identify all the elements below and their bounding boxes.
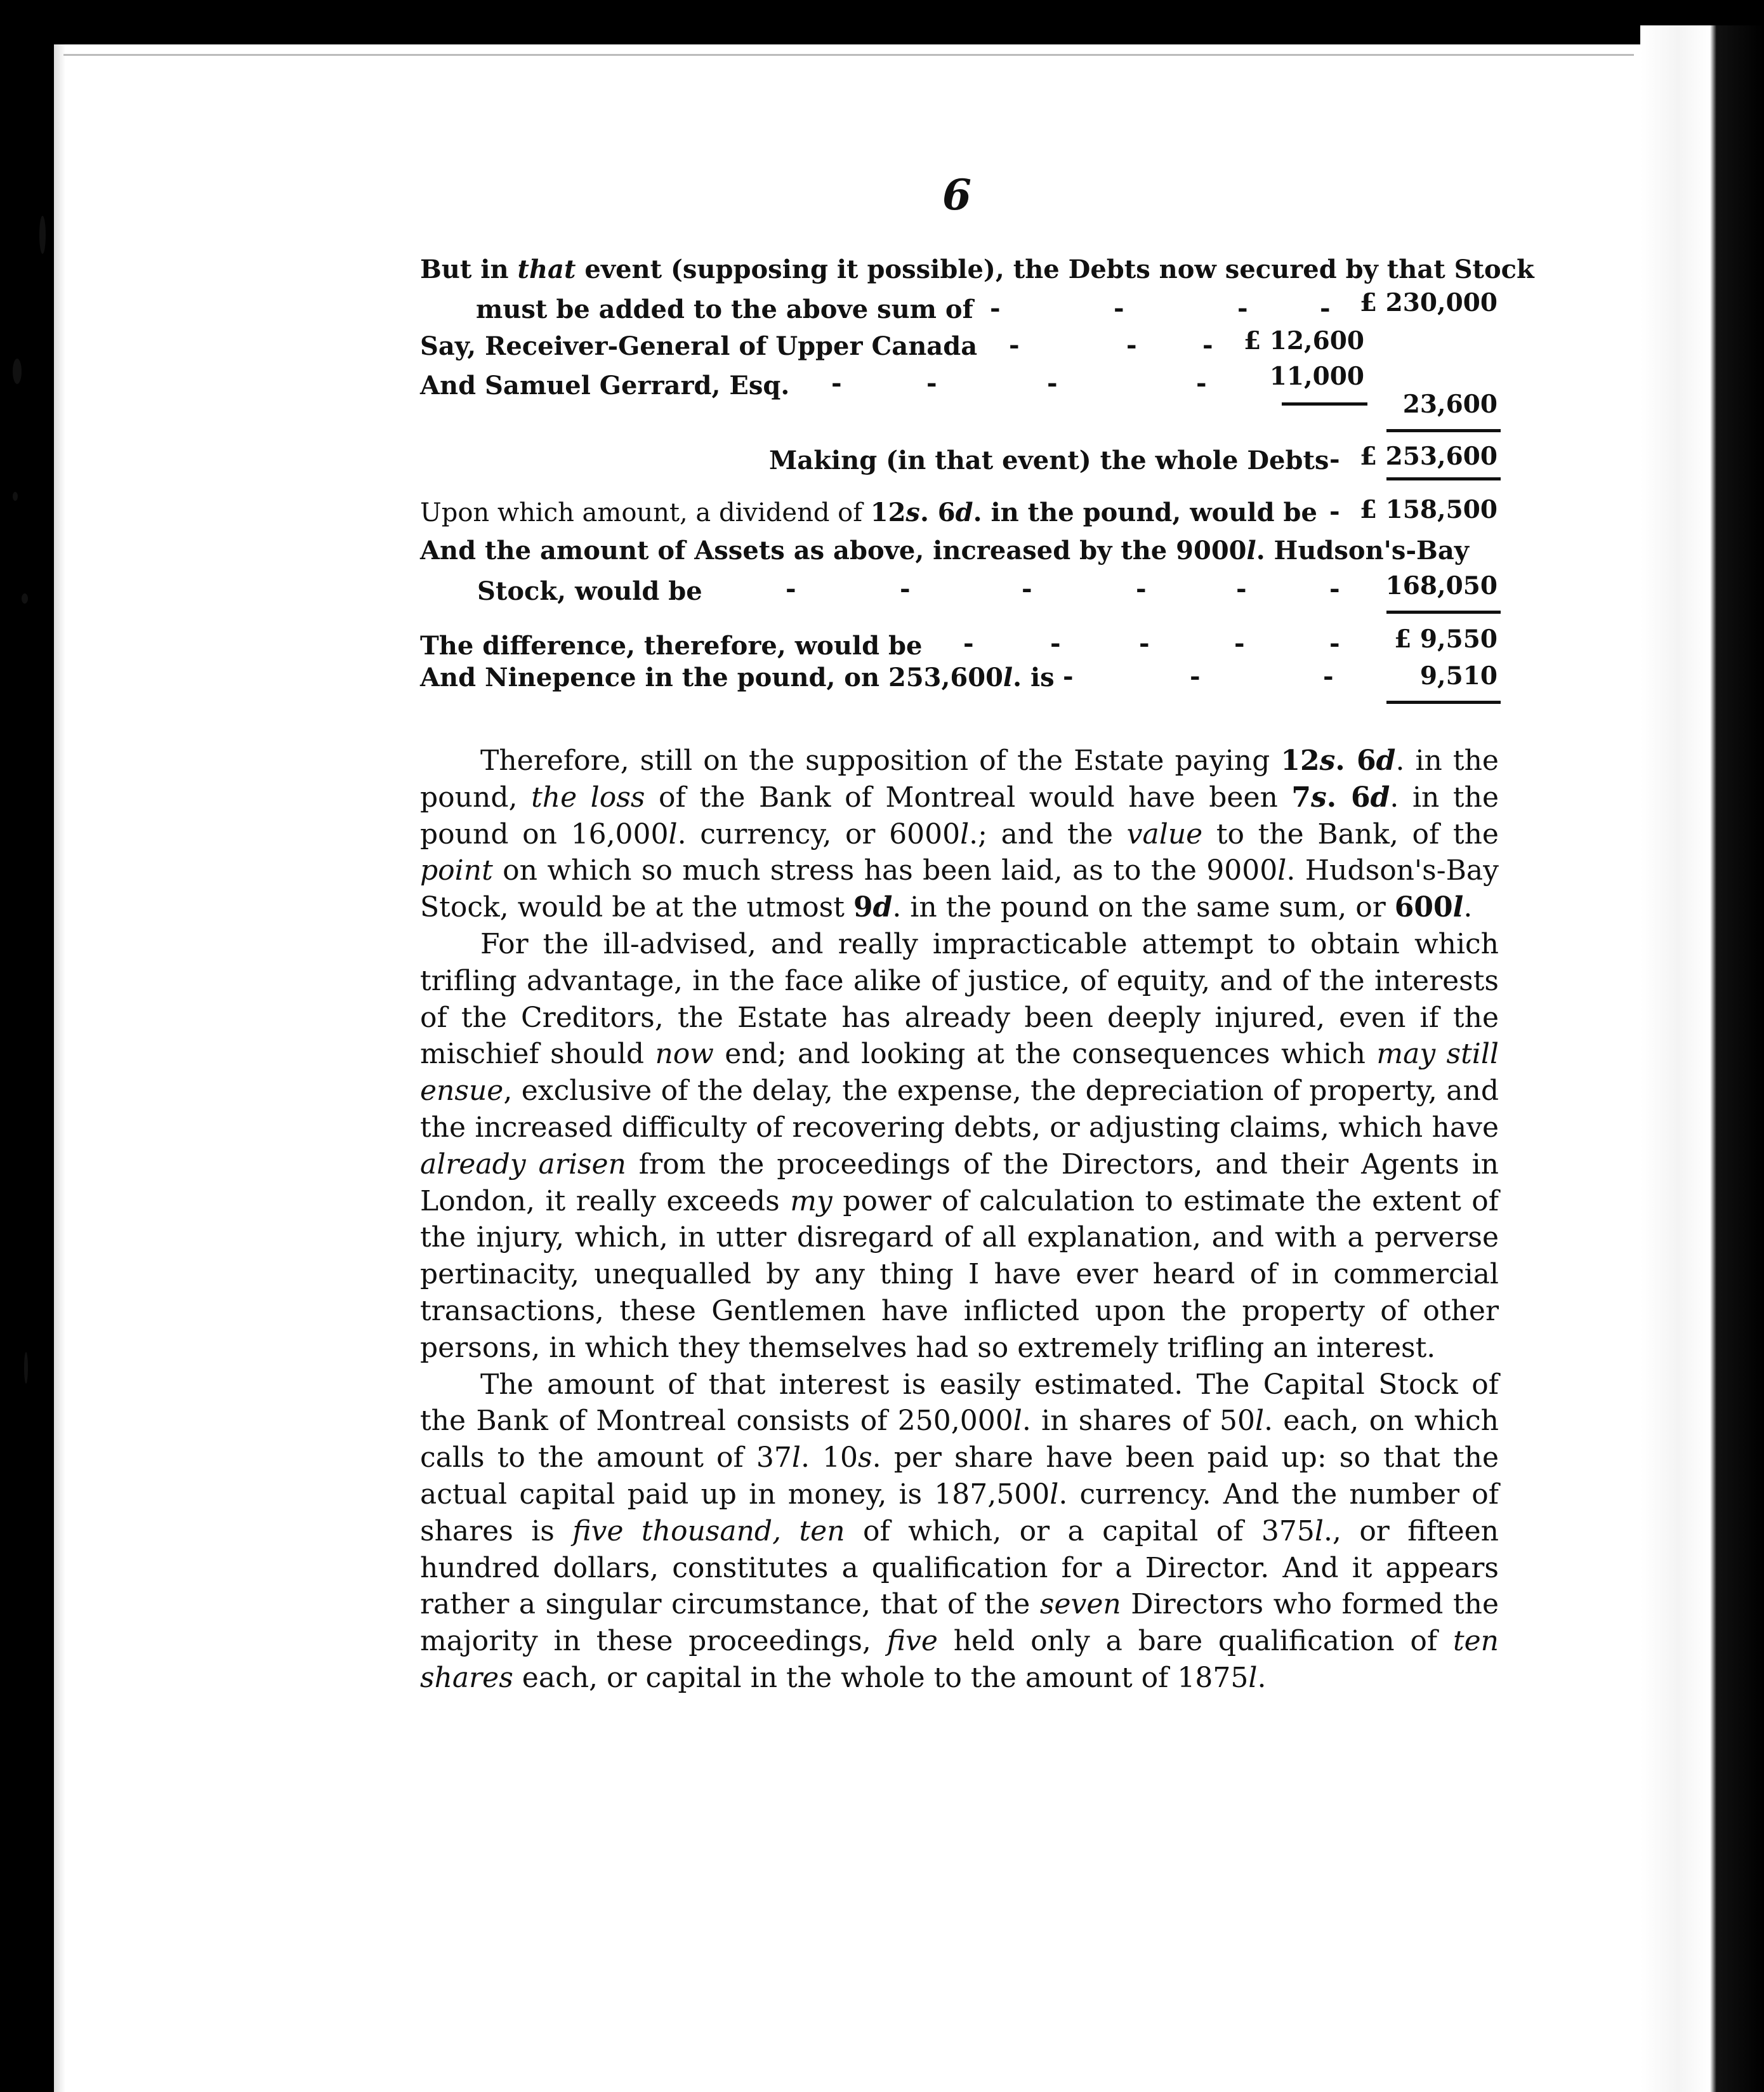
leader-dash: - [1329,444,1340,474]
total-rule [1386,477,1501,480]
ledger-line-5: Making (in that event) the whole Debts [769,446,1329,475]
ledger-amount: 9,510 [1419,661,1497,691]
ledger-amount: £ 253,600 [1359,442,1497,471]
leader-dash: - [1329,496,1340,526]
ledger-line-7: And the amount of Assets as above, increased by the 9000l. Hudson's-Bay [420,536,1470,566]
leader-dash: - [1114,293,1124,323]
ledger-line-6: Upon which amount, a dividend of 12s. 6d. in the pound, would be [420,498,1317,527]
leader-dash: - [1139,628,1150,658]
ledger-amount: 168,050 [1385,571,1497,600]
page-top-edge [63,54,1634,56]
scan-speckle [22,593,28,604]
ledger-line-8: Stock, would be [477,576,702,606]
leader-dash: - [1136,574,1147,604]
leader-dash: - [1234,628,1245,658]
body-text [420,743,1499,1697]
ledger-line-3: Say, Receiver-General of Upper Canada [420,331,978,361]
leader-dash: - [1022,574,1032,604]
scan-speckle [39,216,46,254]
leader-dash: - [1202,330,1213,360]
leader-dash: - [1329,628,1340,658]
leader-dash: - [926,368,937,398]
leader-dash: - [1236,574,1247,604]
paragraph-2: For the ill-advised, and really impracticable attempt to obtain which trifling advantage, in the face alike of justice, of equity, and of the interests of the Creditors, the Estate has already been deeply injured, even if the mischief should now end; and looking at the consequences which may still ensue, exclusive of the delay, the expense, the depreciation of property, and the increased difficulty of recovering debts, or adjusting claims, which have already arisen from the proceedings of the Directors, and their Agents in London, it really exceeds my power of calculation to estimate the extent of the injury, which, in utter disregard of all explanation, and with a perverse pertinacity, unequalled by any thing I have ever heard of in commercial transactions, these Gentlemen have inflicted upon the property of other persons, in which they themselves had so extremely trifling an interest. [420,927,1499,1364]
ledger-amount: 23,600 [1402,390,1497,419]
scan-speckle [24,1352,28,1384]
leader-dash: - [1237,293,1248,323]
ledger-line-1: But in that event (supposing it possible), the Debts now secured by that Stock [420,255,1534,284]
scan-speckle [13,359,22,384]
paragraph-3: The amount of that interest is easily estimated. The Capital Stock of the Bank of Montreal consists of 250,000l. in shares of 50l. each, on which calls to the amount of 37l. 10s. per share have been paid up: so that the actual capital paid up in money, is 187,500l. currency. And the number of shares is five thousand, ten of which, or a capital of 375l., or fifteen hundred dollars, constitutes a qualification for a Director. And it appears rather a singular circumstance, that of the seven Directors who formed the majority in these proceedings, five held only a bare qualification of ten shares each, or capital in the whole to the amount of 1875l. [420,1368,1499,1694]
ledger-line-9: The difference, therefore, would be [420,631,923,661]
ledger-line-10: And Ninepence in the pound, on 253,600l. is [420,663,1055,692]
leader-dash: - [1126,330,1137,360]
ledger-line-4: And Samuel Gerrard, Esq. [420,371,790,401]
ledger-subamount: £ 12,600 [1244,326,1364,355]
leader-dash: - [786,574,796,604]
leader-dash: - [1196,368,1207,398]
leader-dash: - [831,368,842,398]
page-shadow [54,44,65,2092]
leader-dash: - [1190,661,1201,691]
leader-dash: - [1323,661,1334,691]
leader-dash: - [1047,368,1058,398]
page-right-edge [1640,25,1764,2092]
scan-border-top [0,0,1764,44]
paragraph-1: Therefore, still on the supposition of the Estate paying 12s. 6d. in the pound, the loss of the Bank of Montreal would have been 7s. 6d. in the pound on 16,000l. currency, or 6000l.; and the value to the Bank, of the point on which so much stress has been laid, as to the 9000l. Hudson's-Bay Stock, would be at the utmost 9d. in the pound on the same sum, or 600l. [420,745,1499,924]
total-rule [1386,611,1501,614]
total-rule [1386,429,1501,432]
subtotal-rule [1282,402,1367,406]
leader-dash: - [1050,628,1061,658]
scan-speckle [13,492,18,501]
leader-dash: - [900,574,911,604]
ledger-line-2: must be added to the above sum of [476,295,973,324]
leader-dash: - [1009,330,1020,360]
leader-dash: - [990,293,1001,323]
leader-dash: - [1320,293,1331,323]
ledger-amount: £ 230,000 [1359,288,1497,317]
leader-dash: - [963,628,974,658]
ledger-amount: £ 158,500 [1359,495,1497,524]
ledger-amount: £ 9,550 [1394,625,1497,654]
ledger-subamount: 11,000 [1269,362,1364,391]
leader-dash: - [1329,574,1340,604]
total-rule [1386,701,1501,704]
leader-dash: - [1063,661,1074,691]
page-number: 6 [942,170,971,220]
